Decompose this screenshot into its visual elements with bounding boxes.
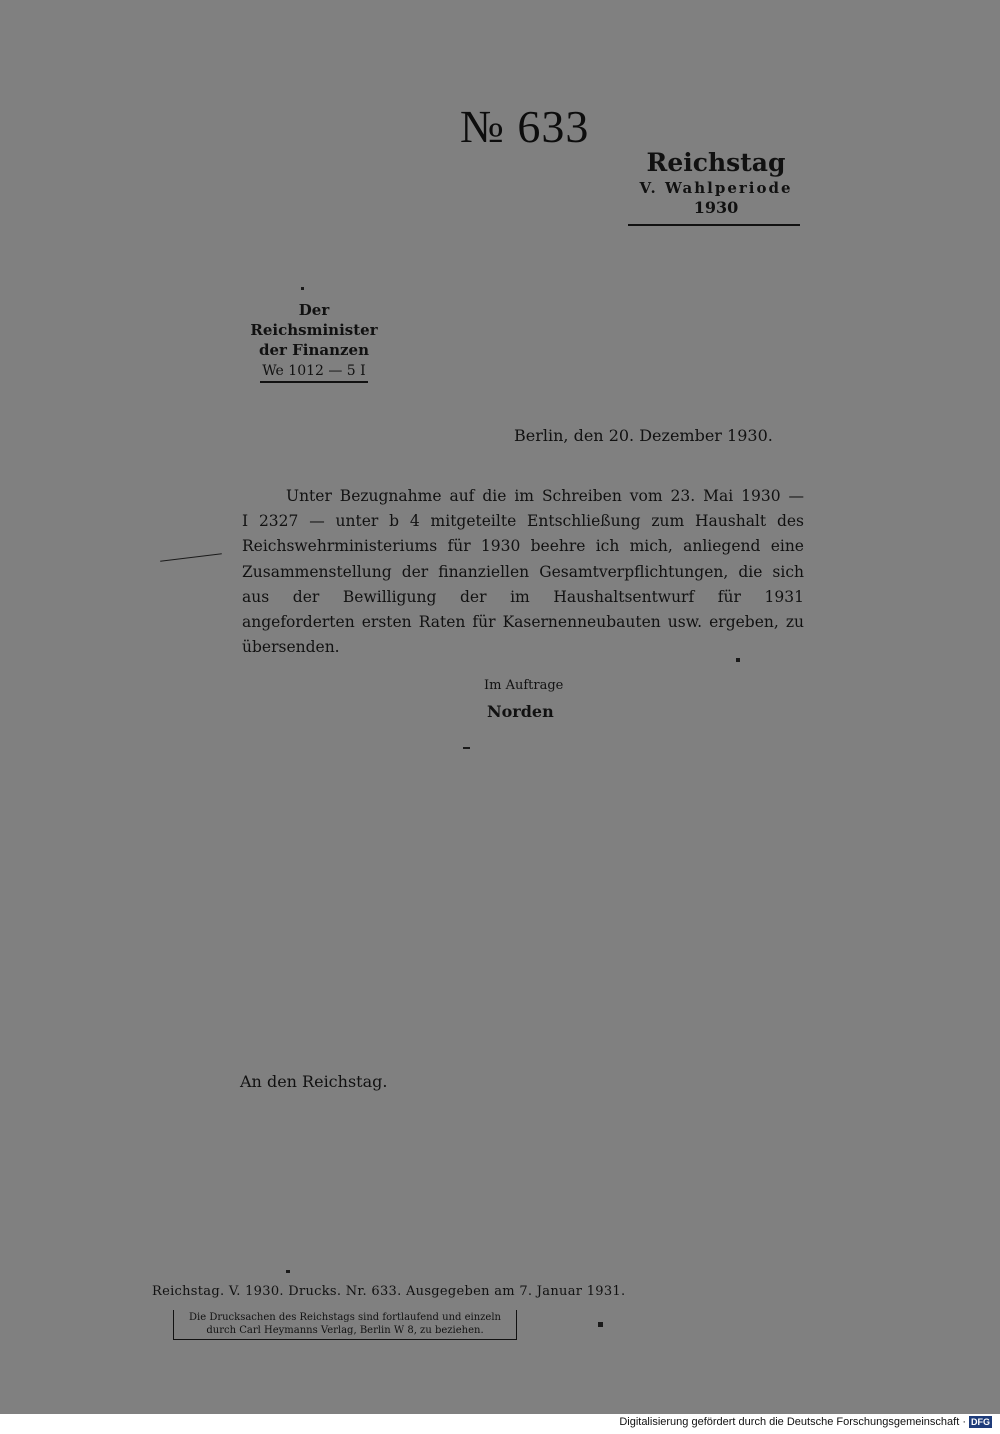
margin-stroke [160, 553, 222, 562]
scan-speck [286, 1270, 290, 1273]
date-line: Berlin, den 20. Dezember 1930. [514, 426, 773, 445]
scan-speck [598, 1322, 603, 1327]
scan-speck [301, 287, 304, 290]
imprint-line: Reichstag. V. 1930. Drucks. Nr. 633. Ausgegeben am 7. Januar 1931. [152, 1284, 626, 1299]
notice-line-2: durch Carl Heymanns Verlag, Berlin W 8, zu beziehen. [206, 1325, 484, 1336]
scan-speck [736, 658, 740, 662]
credit-text: Digitalisierung gefördert durch die Deutsche Forschungsgemeinschaft · [619, 1416, 966, 1428]
dfg-logo-icon: DFG [971, 1417, 990, 1427]
sender-line-2: der Finanzen [258, 341, 369, 359]
notice-line-1: Die Drucksachen des Reichstags sind fortlaufend und einzeln [189, 1312, 501, 1323]
reichstag-header [628, 148, 804, 226]
signature-label: Im Auftrage [484, 678, 564, 693]
header-year: 1930 [693, 198, 739, 217]
addressee: An den Reichstag. [240, 1072, 388, 1091]
scan-speck [463, 747, 470, 749]
distribution-notice [173, 1310, 517, 1340]
signature-name: Norden [487, 702, 554, 721]
document-number: № 633 [460, 101, 590, 152]
digitization-credit [619, 1416, 992, 1428]
sender-reference: We 1012 — 5 I [260, 361, 367, 383]
header-underline [628, 224, 800, 226]
legislative-period: V. Wahlperiode [639, 179, 793, 197]
sender-block [234, 300, 394, 383]
institution-title: Reichstag [646, 148, 786, 177]
sender-line-1: Der Reichsminister [250, 301, 378, 339]
body-paragraph: Unter Bezugnahme auf die im Schreiben vom 23. Mai 1930 — I 2327 — unter b 4 mitgeteilte Entschließung zum Haushalt des Reichswehrministeriums für 1930 beehre ich mich, anliegend eine Zusammenstellung der finanziellen Gesamtverpflichtungen, die sich aus der Bewilligung der im Haushaltsentwurf für 1931 angeforderten ersten Raten für Kasernenneubauten usw. ergeben, zu übersenden. [242, 487, 804, 657]
